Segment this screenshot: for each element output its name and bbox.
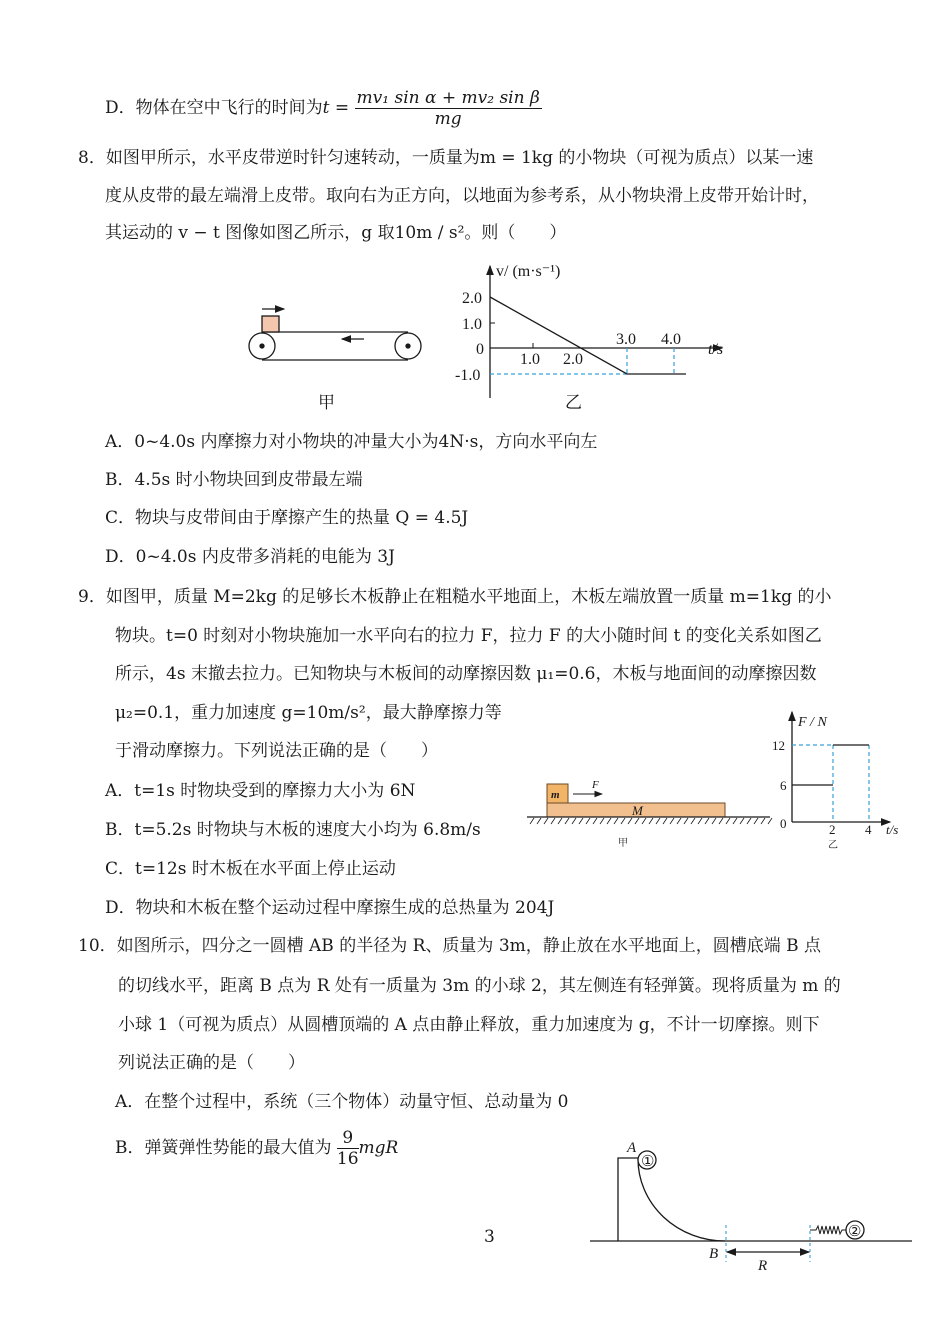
- x-tick: 3.0: [616, 331, 636, 348]
- ground-hatch: [600, 818, 604, 824]
- ball-2-label: ②: [848, 1224, 862, 1240]
- ground-hatch: [754, 818, 758, 824]
- ground-hatch: [726, 818, 730, 824]
- ground-hatch: [719, 818, 723, 824]
- ground-hatch: [670, 818, 674, 824]
- ground-hatch: [649, 818, 653, 824]
- ball-1-label: ①: [641, 1154, 655, 1170]
- q8-option-c: C．物块与皮带间由于摩擦产生的热量 Q = 4.5J: [105, 508, 469, 528]
- ground-hatch: [621, 818, 625, 824]
- block-m-label: m: [551, 789, 560, 801]
- ground-hatch: [530, 818, 534, 824]
- t-axis-label: t/s: [886, 822, 899, 837]
- q9-option-b: B．t=5.2s 时物块与木板的速度大小均为 6.8m/s: [105, 820, 481, 840]
- q10-option-a: A．在整个过程中，系统（三个物体）动量守恒、总动量为 0: [115, 1092, 569, 1112]
- q9-line-3: 所示，4s 末撤去拉力。已知物块与木板间的动摩擦因数 μ₁=0.6，木板与地面间的动摩擦因数: [115, 664, 817, 684]
- vt-graph: [455, 263, 723, 398]
- small-block: [262, 316, 279, 332]
- groove-wall: [618, 1158, 638, 1241]
- q9-line-5: 于滑动摩擦力。下列说法正确的是（ ）: [115, 741, 438, 761]
- q9-option-c: C．t=12s 时木板在水平面上停止运动: [105, 859, 396, 879]
- conveyor-belt-diagram: [249, 309, 421, 360]
- ground-hatch: [677, 818, 681, 824]
- distance-R-label: R: [758, 1258, 768, 1274]
- ground-hatch: [642, 818, 646, 824]
- spring: [810, 1226, 846, 1234]
- ground-hatch: [537, 818, 541, 824]
- ground-hatch: [635, 818, 639, 824]
- ground-hatch: [768, 818, 772, 824]
- q9-option-d: D．物块和木板在整个运动过程中摩擦生成的总热量为 204J: [105, 898, 555, 918]
- x-tick: 2: [829, 822, 836, 837]
- ground-hatch: [628, 818, 632, 824]
- ground-hatch: [572, 818, 576, 824]
- y-tick: -1.0: [455, 367, 481, 384]
- q10-line-4: 列说法正确的是（ ）: [118, 1053, 305, 1073]
- ground-hatch: [551, 818, 555, 824]
- fig-yi-label-q9: 乙: [828, 840, 838, 851]
- point-A-label: A: [627, 1140, 637, 1156]
- q7-d-num: mv₁ sin α + mv₂ sin β: [356, 88, 540, 108]
- ground-hatch: [747, 818, 751, 824]
- ground-hatch: [740, 818, 744, 824]
- point-B-label: B: [709, 1246, 719, 1262]
- q10-b-text: B．弹簧弹性势能的最大值为: [115, 1138, 332, 1158]
- q10-line-1: 10．如图所示，四分之一圆槽 AB 的半径为 R、质量为 3m，静止放在水平地面上，圆槽底端 B 点: [78, 936, 822, 956]
- ground-hatch: [614, 818, 618, 824]
- y-tick: 0: [476, 341, 484, 358]
- q8-line-2: 度从皮带的最左端滑上皮带。取向右为正方向，以地面为参考系，从小物块滑上皮带开始计时，: [105, 186, 819, 206]
- q8-option-a: A．0~4.0s 内摩擦力对小物块的冲量大小为4N·s，方向水平向左: [105, 432, 598, 452]
- q8-line-1: 8．如图甲所示，水平皮带逆时针匀速转动，一质量为m = 1kg 的小物块（可视为质点）以某一速: [78, 148, 814, 168]
- y-tick: 0: [780, 816, 787, 831]
- quarter-arc: [638, 1159, 725, 1241]
- x-tick: 4: [865, 822, 872, 837]
- ground-hatch: [656, 818, 660, 824]
- q10-line-3: 小球 1（可视为质点）从圆槽顶端的 A 点由静止释放，重力加速度为 g，不计一切摩擦。则下: [118, 1015, 820, 1035]
- ground-hatch: [698, 818, 702, 824]
- y-tick: 6: [780, 778, 787, 793]
- t-axis-label: t/s: [708, 341, 724, 358]
- y-tick: 12: [772, 738, 785, 753]
- block-board-diagram: [527, 779, 772, 849]
- y-tick: 2.0: [462, 290, 482, 307]
- ground-hatch: [593, 818, 597, 824]
- x-tick: 1.0: [520, 351, 540, 368]
- ground-hatch: [691, 818, 695, 824]
- ground-hatch: [579, 818, 583, 824]
- q9-line-4: μ₂=0.1，重力加速度 g=10m/s²，最大静摩擦力等: [115, 703, 502, 723]
- y-tick: 1.0: [462, 316, 482, 333]
- v-axis-label: v/ (m·s⁻¹): [496, 263, 561, 280]
- ground-hatch: [705, 818, 709, 824]
- ground-hatch: [544, 818, 548, 824]
- ground-hatch: [607, 818, 611, 824]
- x-tick: 4.0: [661, 331, 681, 348]
- q8-option-d: D．0~4.0s 内皮带多消耗的电能为 3J: [105, 547, 395, 567]
- F-axis-label: F / N: [798, 715, 827, 730]
- ground-hatch: [565, 818, 569, 824]
- ground-hatch: [733, 818, 737, 824]
- ground-hatch: [663, 818, 667, 824]
- ground-hatch: [712, 818, 716, 824]
- q8-line-3: 其运动的 v − t 图像如图乙所示，g 取10m / s²。则（ ）: [105, 223, 567, 243]
- fig-jia-label: 甲: [318, 393, 335, 412]
- arc-groove-diagram: [590, 1151, 912, 1262]
- ft-graph: [772, 712, 898, 851]
- q9-line-1: 9．如图甲，质量 M=2kg 的足够长木板静止在粗糙水平地面上，木板左端放置一质量 m=1kg 的小: [78, 587, 832, 607]
- q7-d-lhs: t =: [322, 98, 350, 118]
- ground-hatch: [684, 818, 688, 824]
- q10-b-num: 9: [337, 1128, 359, 1149]
- q7-d-den: mg: [434, 109, 462, 129]
- fig-yi-label: 乙: [565, 393, 582, 412]
- board-M-label: M: [632, 803, 643, 818]
- fig-jia-label-q9: 甲: [618, 838, 628, 849]
- ground-hatch: [558, 818, 562, 824]
- q9-option-a: A．t=1s 时物块受到的摩擦力大小为 6N: [105, 781, 416, 801]
- q10-b-den: 16: [336, 1149, 359, 1169]
- q10-b-suffix: mgR: [358, 1138, 399, 1158]
- q8-option-b: B．4.5s 时小物块回到皮带最左端: [105, 470, 363, 490]
- force-label: F: [592, 779, 599, 791]
- q7-d-text: D．物体在空中飞行的时间为: [105, 98, 323, 118]
- q10-line-2: 的切线水平，距离 B 点为 R 处有一质量为 3m 的小球 2，其左侧连有轻弹簧。现将质量为 m 的: [118, 976, 841, 996]
- ground-hatch: [586, 818, 590, 824]
- page-number: 3: [484, 1227, 495, 1247]
- q9-line-2: 物块。t=0 时刻对小物块施加一水平向右的拉力 F，拉力 F 的大小随时间 t 的变化关系如图乙: [115, 626, 822, 646]
- ground-hatch: [761, 818, 765, 824]
- x-tick: 2.0: [563, 351, 583, 368]
